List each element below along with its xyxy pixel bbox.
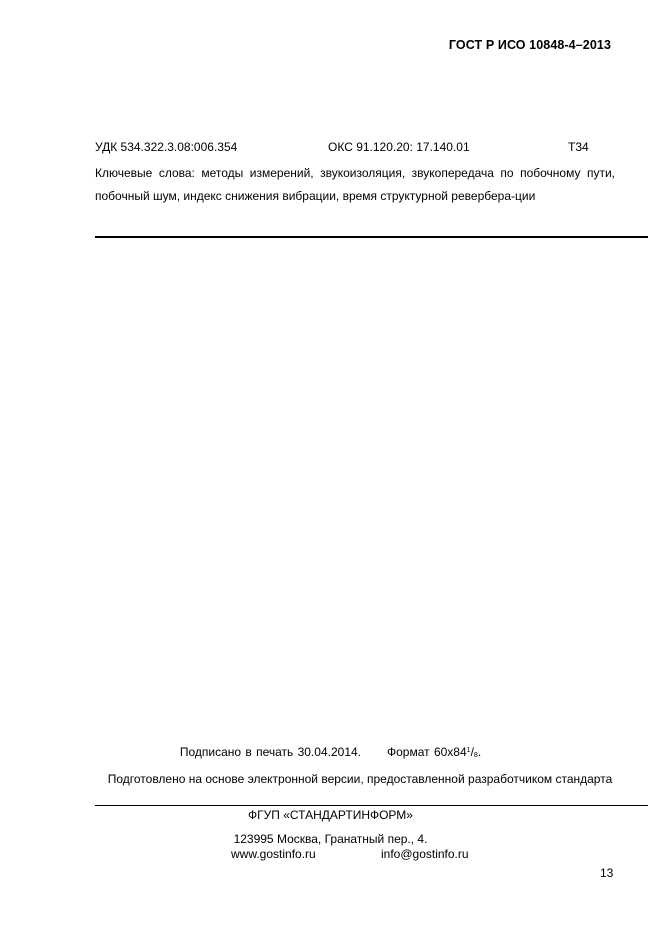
publisher-address: 123995 Москва, Гранатный пер., 4. (233, 832, 428, 846)
bottom-divider (95, 805, 648, 806)
group-code: Т34 (568, 140, 589, 154)
oks-code: ОКС 91.120.20: 17.140.01 (328, 140, 470, 154)
udk-code: УДК 534.322.3.08:006.354 (95, 140, 238, 154)
paper-format: Формат $60х84^1/_8$. (387, 745, 482, 759)
email-link[interactable]: info@gostinfo.ru (381, 847, 469, 861)
print-signed-line (0, 745, 661, 759)
signed-date: Подписано в печать 30.04.2014. (179, 745, 361, 759)
top-divider (95, 236, 648, 238)
keywords-paragraph: Ключевые слова: методы измерений, звукоизоляция, звукопередача по побочному пути, побочный шум, индекс снижения вибрации, время структурной ревербера-ции (95, 166, 615, 203)
website-link[interactable]: www.gostinfo.ru (231, 847, 316, 861)
document-code: ГОСТ Р ИСО 10848-4–2013 (448, 38, 611, 52)
prepared-note: Подготовлено на основе электронной версии, предоставленной разработчиком стандарта (107, 772, 613, 786)
publisher-name: ФГУП «СТАНДАРТИНФОРМ» (248, 808, 413, 822)
page-number: 13 (600, 866, 614, 880)
